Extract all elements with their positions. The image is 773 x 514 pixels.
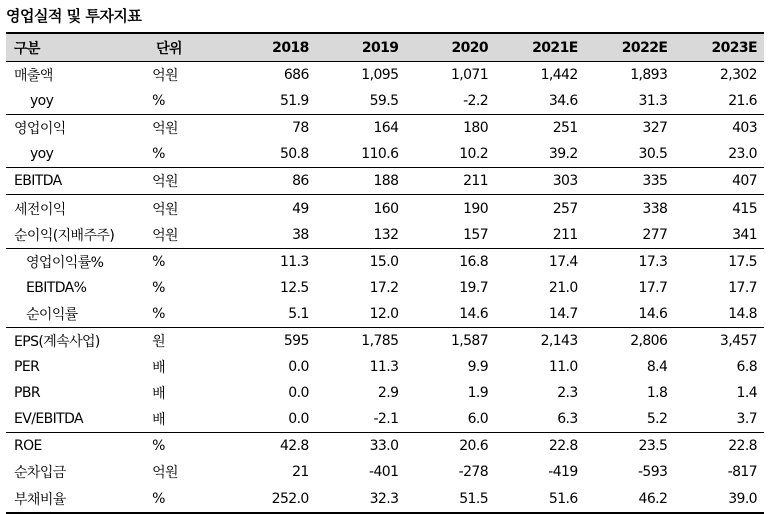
row-value: 6.0 [467, 411, 489, 428]
row-unit: % [148, 248, 226, 275]
row-value: 407 [674, 168, 764, 195]
row-value: 17.2 [369, 279, 399, 296]
header-item: 구분 [6, 33, 148, 62]
row-value: 10.2 [459, 146, 489, 163]
table-row [6, 62, 764, 89]
header-year: 2020 [405, 33, 495, 62]
table-row [6, 88, 764, 115]
row-label: 순차입금 [14, 465, 66, 482]
table-row [6, 248, 764, 275]
table-row [6, 275, 764, 301]
table-row [6, 222, 764, 249]
row-value: 1,095 [361, 67, 399, 84]
row-value: 157 [463, 226, 489, 243]
row-unit: 억원 [152, 227, 178, 244]
row-value: 1,442 [540, 67, 578, 84]
row-value: 86 [226, 168, 316, 195]
row-value: 14.7 [548, 305, 578, 322]
header-year: 2021E [495, 33, 585, 62]
table-title: 영업실적 및 투자지표 [6, 7, 142, 25]
table-row [6, 486, 764, 513]
row-value: 9.9 [467, 359, 489, 376]
row-label: EBITDA% [26, 279, 87, 296]
row-value: 180 [405, 115, 495, 142]
row-value: 1.9 [467, 385, 489, 402]
financial-table [6, 32, 764, 514]
row-value: 338 [585, 195, 675, 222]
row-value: 341 [732, 226, 757, 243]
row-label: yoy [30, 93, 54, 110]
row-unit: 억원 [148, 115, 226, 142]
row-value: 34.6 [548, 93, 578, 110]
row-value: 1,785 [316, 327, 406, 354]
row-value: 2.9 [377, 385, 399, 402]
row-value: 277 [642, 226, 668, 243]
row-unit: 배 [152, 412, 166, 429]
row-value: 0.0 [288, 411, 309, 428]
row-unit: % [148, 486, 226, 513]
row-value: 5.1 [288, 305, 309, 322]
table-body [6, 62, 764, 513]
row-value: 251 [495, 115, 585, 142]
row-unit: % [148, 433, 226, 460]
row-value: -817 [727, 464, 757, 481]
row-value: 211 [552, 226, 578, 243]
row-value: 164 [316, 115, 406, 142]
table-row [6, 195, 764, 222]
row-value: -2.2 [463, 93, 489, 110]
row-unit: 억원 [148, 195, 226, 222]
row-value: 303 [495, 168, 585, 195]
row-value: -401 [369, 464, 399, 481]
row-value: -2.1 [373, 411, 399, 428]
row-value: 3.7 [736, 411, 757, 428]
row-value: 17.3 [585, 248, 675, 275]
row-value: 17.5 [674, 248, 764, 275]
table-row [6, 301, 764, 328]
row-value: 22.8 [674, 433, 764, 460]
row-value: 14.8 [728, 305, 757, 322]
row-label: yoy [30, 146, 54, 163]
row-value: 12.5 [279, 279, 309, 296]
row-value: 51.9 [279, 93, 309, 110]
row-label: 순이익(지배주주) [14, 227, 115, 244]
table-row [6, 406, 764, 433]
row-value: 46.2 [585, 486, 675, 513]
row-value: -419 [548, 464, 578, 481]
row-value: 30.5 [638, 146, 668, 163]
row-unit: 원 [148, 327, 226, 354]
row-value: 190 [405, 195, 495, 222]
row-value: 21.0 [548, 279, 578, 296]
row-unit: 억원 [152, 68, 178, 85]
row-value: 17.7 [728, 279, 757, 296]
row-value: 415 [674, 195, 764, 222]
row-value: 33.0 [316, 433, 406, 460]
row-label: ROE [6, 433, 148, 460]
row-value: 19.7 [459, 279, 489, 296]
row-unit: 배 [152, 360, 166, 377]
row-value: 2,143 [495, 327, 585, 354]
row-value: 39.2 [548, 146, 578, 163]
row-value: 38 [292, 226, 309, 243]
row-value: 21 [292, 464, 309, 481]
table-row [6, 354, 764, 380]
row-value: 59.5 [369, 93, 399, 110]
row-value: 403 [674, 115, 764, 142]
row-value: 8.4 [646, 359, 668, 376]
row-value: 11.0 [548, 359, 578, 376]
row-value: 21.6 [728, 93, 757, 110]
row-value: 335 [585, 168, 675, 195]
row-unit: 배 [152, 386, 166, 403]
row-label: 영업이익률% [6, 248, 148, 275]
row-value: 42.8 [226, 433, 316, 460]
row-value: 2,806 [585, 327, 675, 354]
row-value: 2.3 [557, 385, 578, 402]
row-value: 17.7 [638, 279, 668, 296]
row-label: 순이익률 [26, 306, 78, 323]
row-value: 1.4 [736, 385, 757, 402]
row-value: 31.3 [638, 93, 668, 110]
row-value: 257 [495, 195, 585, 222]
row-value: 23.5 [585, 433, 675, 460]
row-value: 12.0 [369, 305, 399, 322]
row-value: 188 [316, 168, 406, 195]
table-row [6, 115, 764, 142]
row-value: 14.6 [459, 305, 489, 322]
row-value: 5.2 [646, 411, 668, 428]
row-label: 매출액 [14, 68, 53, 85]
table-row [6, 433, 764, 460]
header-row [6, 33, 764, 62]
table-row [6, 327, 764, 354]
table-row [6, 459, 764, 485]
row-value: 16.8 [405, 248, 495, 275]
row-value: 11.3 [226, 248, 316, 275]
row-label: EPS(계속사업) [6, 327, 148, 354]
header-year: 2022E [585, 33, 675, 62]
row-value: 252.0 [226, 486, 316, 513]
row-value: 686 [283, 67, 309, 84]
header-unit: 단위 [148, 33, 226, 62]
row-value: 6.8 [736, 359, 757, 376]
row-value: 595 [226, 327, 316, 354]
row-label: EV/EBITDA [14, 411, 83, 428]
row-value: 132 [373, 226, 399, 243]
row-value: 20.6 [405, 433, 495, 460]
row-value: 1,587 [405, 327, 495, 354]
table-row [6, 168, 764, 195]
row-unit: 억원 [152, 465, 178, 482]
row-value: 51.5 [405, 486, 495, 513]
row-value: 0.0 [288, 359, 309, 376]
row-label: 부채비율 [6, 486, 148, 513]
row-value: 22.8 [495, 433, 585, 460]
row-value: 39.0 [674, 486, 764, 513]
row-value: -593 [637, 464, 668, 481]
row-value: 17.4 [495, 248, 585, 275]
row-value: 49 [226, 195, 316, 222]
row-label: PER [14, 359, 40, 376]
row-value: 11.3 [369, 359, 399, 376]
row-value: 23.0 [728, 146, 757, 163]
row-label: PBR [14, 385, 40, 402]
row-value: 14.6 [638, 305, 668, 322]
row-value: 1,893 [630, 67, 668, 84]
row-unit: % [152, 279, 165, 296]
row-label: 세전이익 [6, 195, 148, 222]
row-value: 32.3 [316, 486, 406, 513]
row-value: 160 [316, 195, 406, 222]
row-value: -278 [458, 464, 489, 481]
row-value: 3,457 [674, 327, 764, 354]
row-label: 영업이익 [6, 115, 148, 142]
row-unit: % [152, 93, 165, 110]
row-value: 50.8 [279, 146, 309, 163]
row-value: 6.3 [557, 411, 578, 428]
row-value: 51.6 [495, 486, 585, 513]
header-year: 2023E [674, 33, 764, 62]
row-value: 15.0 [316, 248, 406, 275]
header-year: 2019 [316, 33, 406, 62]
row-value: 1,071 [450, 67, 489, 84]
row-value: 1.8 [646, 385, 668, 402]
row-value: 78 [226, 115, 316, 142]
table-row [6, 380, 764, 406]
row-value: 2,302 [719, 67, 757, 84]
row-unit: % [152, 305, 165, 322]
row-unit: % [152, 146, 165, 163]
table-row [6, 141, 764, 168]
row-value: 211 [405, 168, 495, 195]
row-value: 110.6 [361, 146, 399, 163]
row-label: EBITDA [6, 168, 148, 195]
row-value: 0.0 [288, 385, 309, 402]
row-unit: 억원 [148, 168, 226, 195]
row-value: 327 [585, 115, 675, 142]
header-year: 2018 [226, 33, 316, 62]
